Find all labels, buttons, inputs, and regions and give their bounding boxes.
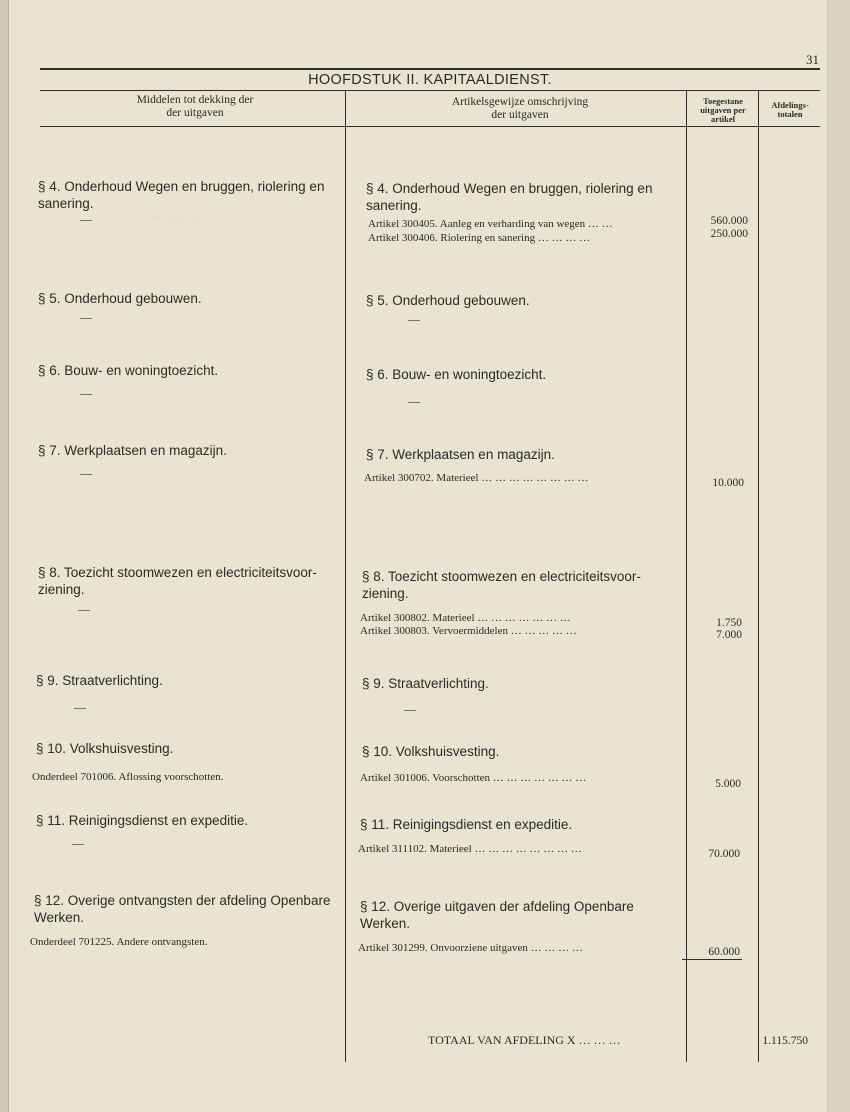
section-11-left-sub: — bbox=[72, 836, 84, 850]
section-8-right-title: § 8. Toezicht stoomwezen en electriciteitsvoor-ziening. bbox=[362, 569, 641, 601]
section-9-left-sub: — bbox=[74, 700, 86, 714]
article-311102: Artikel 311102. Materieel … … … … … … … … bbox=[358, 843, 582, 855]
subtotal-rule bbox=[682, 959, 742, 960]
amount-301006: 5.000 bbox=[715, 778, 741, 790]
section-6-left-sub: — bbox=[80, 386, 92, 400]
section-5-right-sub: — bbox=[408, 312, 420, 326]
section-8-left-sub: — bbox=[78, 602, 90, 616]
amount-300702: 10.000 bbox=[712, 477, 744, 489]
article-301299: Artikel 301299. Onvoorziene uitgaven … … … … bbox=[358, 942, 583, 954]
section-9-left-title: § 9. Straatverlichting. bbox=[36, 673, 163, 688]
amount-311102: 70.000 bbox=[708, 848, 740, 860]
section-10-left-sub: Onderdeel 701006. Aflossing voorschotten. bbox=[32, 771, 224, 783]
section-6-right-title: § 6. Bouw- en woningtoezicht. bbox=[366, 367, 547, 382]
section-12-left-sub: Onderdeel 701225. Andere ontvangsten. bbox=[30, 936, 208, 948]
amount-300803: 7.000 bbox=[716, 629, 742, 641]
section-4-left-sub: — bbox=[80, 212, 92, 226]
section-5-right-title: § 5. Onderhoud gebouwen. bbox=[366, 293, 530, 308]
section-7-left-sub: — bbox=[80, 466, 92, 480]
amount-300405: 560.000 bbox=[710, 215, 748, 227]
amount-301299: 60.000 bbox=[708, 946, 740, 958]
section-11-right-title: § 11. Reinigingsdienst en expeditie. bbox=[360, 817, 573, 832]
article-301006: Artikel 301006. Voorschotten … … … … … … … bbox=[360, 772, 587, 784]
top-rule bbox=[40, 68, 820, 70]
section-10-right-title: § 10. Volkshuisvesting. bbox=[362, 744, 500, 759]
section-10-left-title: § 10. Volkshuisvesting. bbox=[36, 741, 174, 756]
amount-300802: 1.750 bbox=[716, 617, 742, 629]
article-300406: Artikel 300406. Riolering en sanering … … … … bbox=[368, 232, 591, 244]
page-number: 31 bbox=[806, 52, 819, 67]
section-6-right-sub: — bbox=[408, 394, 420, 408]
section-12-right-title: § 12. Overige uitgaven der afdeling Openbare Werken. bbox=[360, 899, 634, 931]
article-300702: Artikel 300702. Materieel … … … … … … … … bbox=[364, 472, 589, 484]
section-7-left-title: § 7. Werkplaatsen en magazijn. bbox=[38, 443, 227, 458]
page-right-edge bbox=[827, 0, 850, 1112]
article-300802: Artikel 300802. Materieel … … … … … … … bbox=[360, 612, 571, 624]
header-left: Middelen tot dekking der der uitgaven bbox=[136, 94, 254, 119]
column-divider-2 bbox=[686, 90, 687, 1062]
amount-300406: 250.000 bbox=[710, 228, 748, 240]
header-allowed: Toegestane uitgaven per artikel bbox=[700, 96, 746, 124]
section-5-left-sub: — bbox=[80, 310, 92, 324]
section-7-right-title: § 7. Werkplaatsen en magazijn. bbox=[366, 447, 555, 462]
section-11-left-title: § 11. Reinigingsdienst en expeditie. bbox=[36, 813, 249, 828]
header-top-rule bbox=[40, 90, 820, 91]
article-300405: Artikel 300405. Aanleg en verharding van wegen … … bbox=[368, 218, 613, 230]
header-bottom-rule bbox=[40, 126, 820, 127]
header-middle: Artikelsgewijze omschrijving der uitgaven bbox=[451, 96, 589, 121]
section-4-left-title: § 4. Onderhoud Wegen en bruggen, riolering en sanering. bbox=[38, 179, 325, 211]
section-8-left-title: § 8. Toezicht stoomwezen en electriciteitsvoor-ziening. bbox=[38, 565, 317, 597]
section-6-left-title: § 6. Bouw- en woningtoezicht. bbox=[38, 363, 219, 378]
section-4-right-title: § 4. Onderhoud Wegen en bruggen, riolering en sanering. bbox=[366, 181, 653, 213]
column-divider-3 bbox=[758, 90, 759, 1062]
header-totals: Afdelings- totalen bbox=[771, 100, 809, 119]
section-12-left-title: § 12. Overige ontvangsten der afdeling Openbare Werken. bbox=[34, 893, 331, 925]
show-through: … … … … bbox=[150, 208, 203, 220]
total-label: TOTAAL VAN AFDELING X … … … bbox=[428, 1033, 621, 1047]
chapter-title: HOOFDSTUK II. KAPITAALDIENST. bbox=[308, 72, 552, 88]
article-300803: Artikel 300803. Vervoermiddelen … … … … … bbox=[360, 625, 577, 637]
total-value: 1.115.750 bbox=[762, 1035, 808, 1047]
page-binding-edge bbox=[0, 0, 9, 1112]
section-9-right-sub: — bbox=[404, 702, 416, 716]
section-9-right-title: § 9. Straatverlichting. bbox=[362, 676, 489, 691]
section-5-left-title: § 5. Onderhoud gebouwen. bbox=[38, 291, 202, 306]
